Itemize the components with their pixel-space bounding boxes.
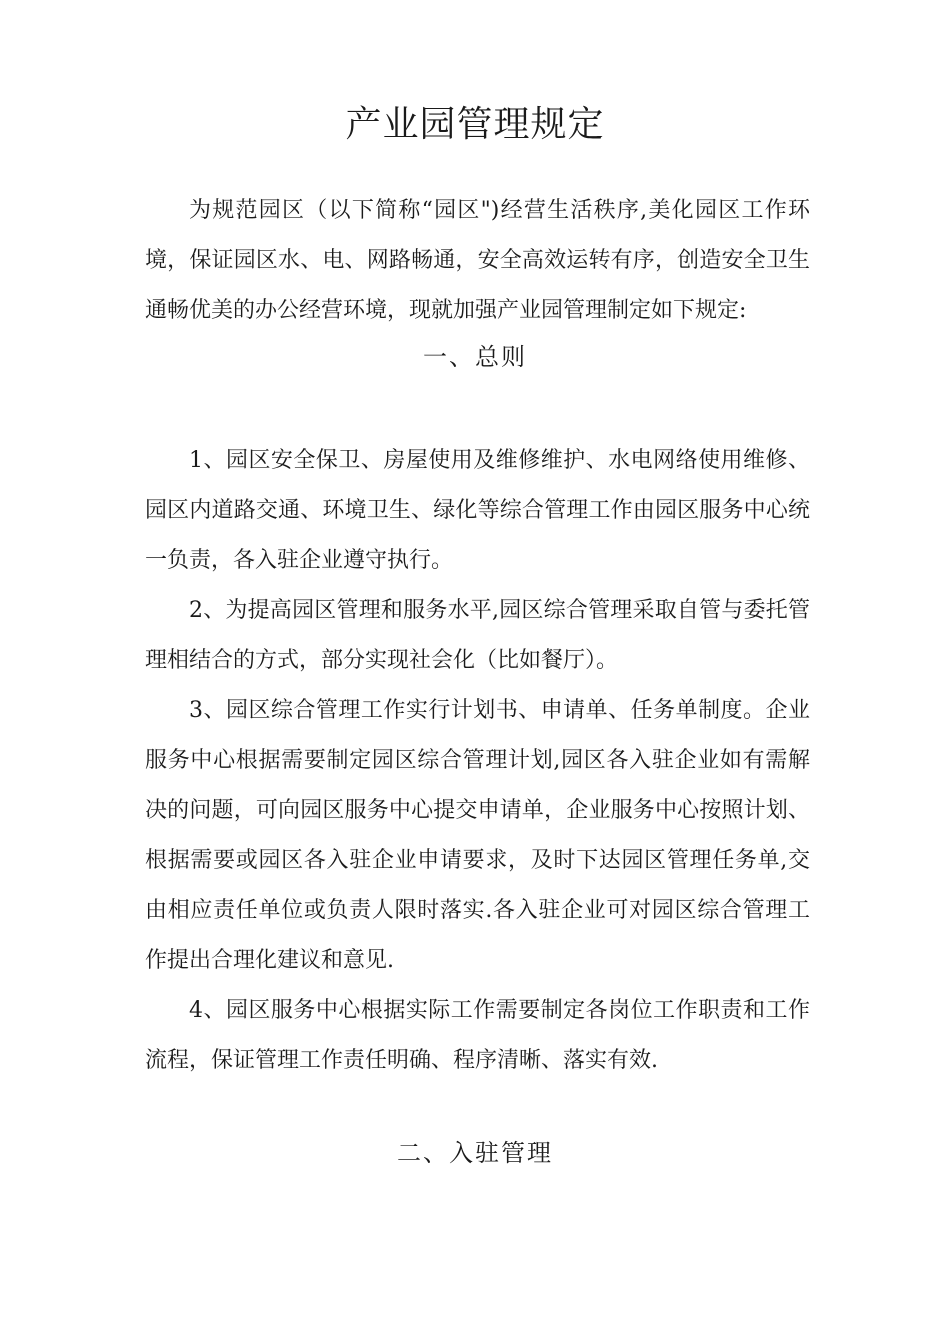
clause-paragraph: 3、园区综合管理工作实行计划书、申请单、任务单制度。企业服务中心根据需要制定园区综合管理计划,园区各入驻企业如有需解决的问题，可向园区服务中心提交申请单，企业服务中心按照计划、根据需要或园区各入驻企业申请要求，及时下达园区管理任务单,交由相应责任单位或负责人限时落实.各入驻企业可对园区综合管理工作提出合理化建议和意见. [145, 698, 810, 973]
clause-paragraph: 1、园区安全保卫、房屋使用及维修维护、水电网络使用维修、园区内道路交通、环境卫生、绿化等综合管理工作由园区服务中心统一负责，各入驻企业遵守执行。 [145, 448, 810, 573]
intro-section [145, 186, 810, 336]
general-clauses [145, 436, 810, 1086]
intro-paragraph: 为规范园区（以下简称“园区")经营生活秩序,美化园区工作环境，保证园区水、电、网路畅通，安全高效运转有序，创造安全卫生通畅优美的办公经营环境，现就加强产业园管理制定如下规定: [145, 198, 810, 323]
section-heading-entry-management: 二、入驻管理 [397, 1139, 553, 1167]
clause-paragraph: 2、为提高园区管理和服务水平,园区综合管理采取自管与委托管理相结合的方式，部分实现社会化（比如餐厅）。 [145, 598, 810, 673]
document-title: 产业园管理规定 [345, 104, 605, 145]
section-heading-general: 一、总则 [423, 343, 527, 371]
clause-paragraph: 4、园区服务中心根据实际工作需要制定各岗位工作职责和工作流程，保证管理工作责任明确、程序清晰、落实有效. [145, 998, 810, 1073]
